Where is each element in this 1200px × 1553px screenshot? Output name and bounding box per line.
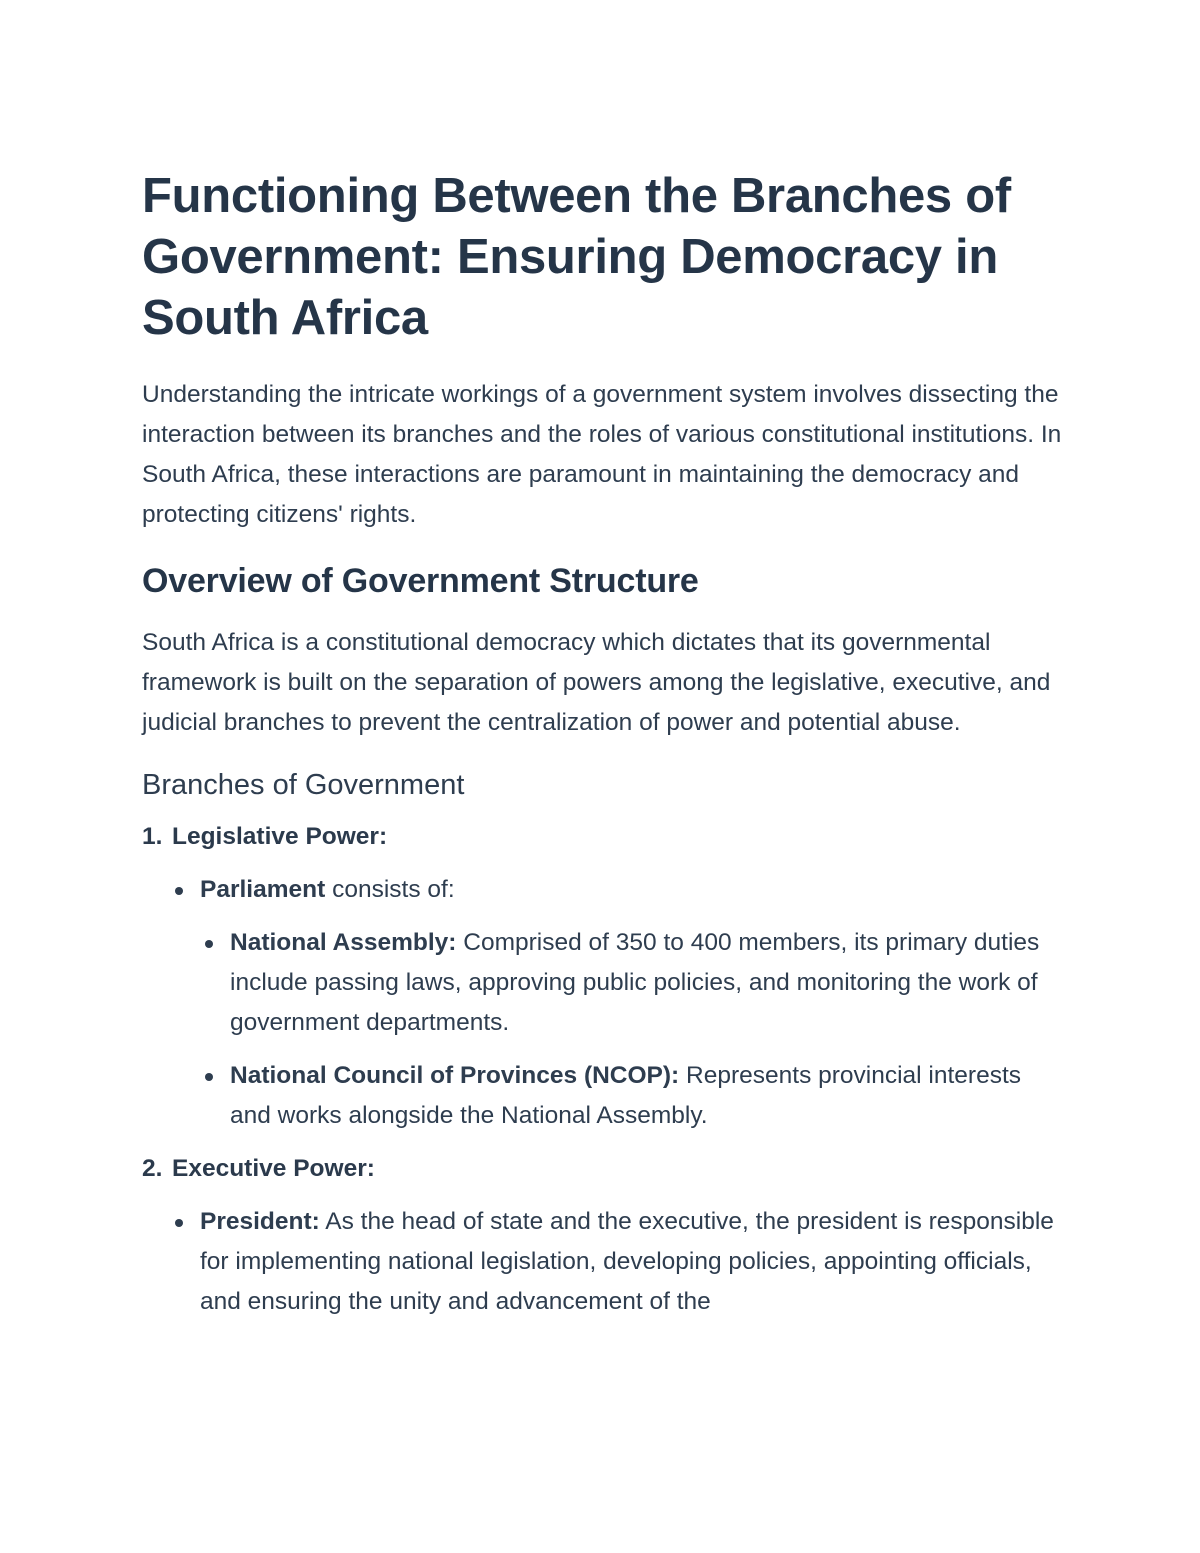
bullet-icon [172, 870, 200, 910]
bullet-text [200, 870, 455, 910]
bullet-bold-term: National Council of Provinces (NCOP): [230, 1062, 680, 1089]
list-item-label: Legislative Power: [172, 823, 388, 850]
bullet-text [200, 1202, 1067, 1322]
bullet-bold-term: Parliament [200, 876, 326, 903]
bullet-icon [202, 923, 230, 1043]
list-item-label: Executive Power: [172, 1155, 375, 1182]
document-title: Functioning Between the Branches of Government: Ensuring Democracy in South Africa [142, 169, 1011, 345]
list-number: 2. [142, 1155, 163, 1182]
bullet-text [230, 923, 1067, 1043]
section-heading-overview: Overview of Government Structure [142, 562, 699, 600]
bullet-body: Represents provincial interests and works alongside the National Assembly. [230, 1062, 1022, 1129]
overview-paragraph: South Africa is a constitutional democracy which dictates that its governmental framework is built on the separation of powers among the legislative, executive, and judicial branches to prevent the centralization of power and potential abuse. [142, 629, 1051, 736]
bullet-body: Comprised of 350 to 400 members, its primary duties include passing laws, approving public policies, and monitoring the work of government departments. [230, 929, 1040, 1036]
bullet-bold-term: National Assembly: [230, 929, 457, 956]
bullet-item-ncop [202, 1056, 1067, 1136]
list-item-executive [142, 1149, 1067, 1189]
bullet-item-parliament [172, 870, 1067, 910]
bullet-item-president [172, 1202, 1067, 1322]
intro-paragraph: Understanding the intricate workings of a government system involves dissecting the interaction between its branches and the roles of various constitutional institutions. In South Africa, these interactions are paramount in maintaining the democracy and protecting citizens' rights. [142, 381, 1062, 528]
bullet-text [230, 1056, 1067, 1136]
bullet-body: As the head of state and the executive, the president is responsible for implementing national legislation, developing policies, appointing officials, and ensuring the unity and advancement of the [200, 1208, 1054, 1315]
bullet-icon [172, 1202, 200, 1322]
branches-list [142, 817, 1067, 1322]
bullet-item-national-assembly [202, 923, 1067, 1043]
bullet-body: consists of: [325, 876, 455, 903]
section-heading-branches: Branches of Government [142, 769, 465, 801]
bullet-bold-term: President: [200, 1208, 320, 1235]
document-page [142, 166, 1067, 1322]
bullet-icon [202, 1056, 230, 1136]
list-number: 1. [142, 823, 163, 850]
list-item-legislative [142, 817, 1067, 857]
